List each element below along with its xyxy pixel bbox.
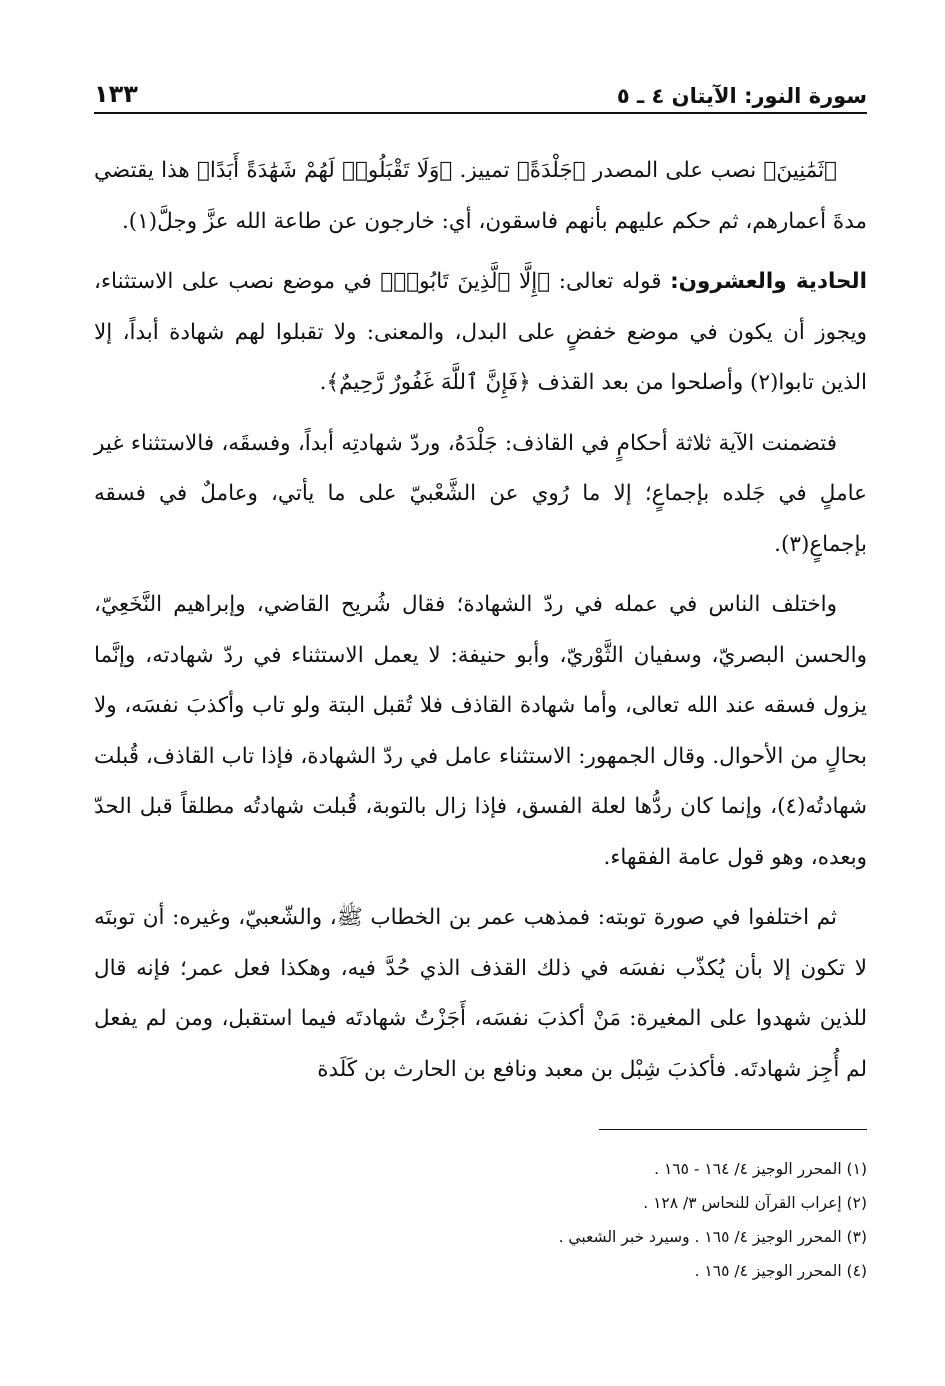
- page-number: ١٣٣: [94, 80, 138, 108]
- running-header: [94, 68, 867, 114]
- footnote: (١) المحرر الوجيز ٤/ ١٦٤ - ١٦٥ .: [654, 1160, 867, 1178]
- main-text: [94, 146, 867, 1105]
- paragraph-text: واختلف الناس في عمله في ردّ الشهادة؛ فقال شُريح القاضي، وإبراهيم النَّخَعِيّ، والحسن البصريّ، وسفيان الثَّوْريّ، وأبو حنيفة: لا يعمل الاستثناء في ردّ شهادته، وإنَّما يزول فسقه عند الله تعالى، وأما شهادة القاذف فلا تُقبل البتة ولو تاب وأكذبَ نفسَه، ولا بحالٍ من الأحوال. وقال الجمهور: الاستثناء عامل في ردّ الشهادة، فإذا تاب القاذف، قُبلت شهادتُه(٤)، وإنما كان ردُّها لعلة الفسق، فإذا زال بالتوبة، قُبلت شهادتُه مطلقاً قبل الحدّ وبعده، وهو قول عامة الفقهاء.: [94, 592, 867, 870]
- footnote: (٤) المحرر الوجيز ٤/ ١٦٥ .: [694, 1262, 867, 1280]
- paragraph: [94, 257, 867, 409]
- paragraph-text: فتضمنت الآية ثلاثة أحكامٍ في القاذف: جَلْدَهُ، وردّ شهادتِه أبداً، وفسقَه، فالاستثناء غير عاملٍ في جَلده بإجماعٍ؛ إلا ما رُوي عن الشَّعْبيّ على ما يأتي، وعاملٌ في فسقه بإجماعٍ(٣).: [94, 430, 867, 557]
- footnotes: [94, 1152, 867, 1288]
- paragraph-text: قوله تعالى: ﴿إِلَّا ٱلَّذِينَ تَابُوا۟﴾ في موضع نصب على الاستثناء، ويجوز أن يكون في موضع خفضٍ على البدل، والمعنى: ولا تقبلوا لهم شهادة أبداً، إلا الذين تابوا(٢) وأصلحوا من بعد القذف ﴿فَإِنَّ ٱللَّهَ غَفُورٌ رَّحِيمٌ﴾.: [94, 269, 867, 395]
- footnote: (٢) إعراب القرآن للنحاس ٣/ ١٢٨ .: [643, 1194, 867, 1212]
- footnote-divider: [599, 1129, 867, 1130]
- paragraph: [94, 419, 867, 571]
- paragraph-text: ثم اختلفوا في صورة توبته: فمذهب عمر بن الخطاب ﷺ، والشّعبيّ، وغيره: أن توبتَه لا تكون إلا بأن يُكذّب نفسَه في ذلك القذف الذي حُدَّ فيه، وهكذا فعل عمر؛ فإنه قال للذين شهدوا على المغيرة: مَنْ أكذبَ نفسَه، أَجَزْتُ شهادتَه فيما استقبل، ومن لم يفعل لم أُجِز شهادتَه. فأكذبَ شِبْل بن معبد ونافع بن الحارث بن كَلَدة: [94, 905, 867, 1082]
- paragraph: [94, 146, 867, 247]
- paragraph: [94, 580, 867, 883]
- header-title: سورة النور: الآيتان ٤ ـ ٥: [616, 84, 867, 108]
- footnote: (٣) المحرر الوجيز ٤/ ١٦٥ . وسيرد خبر الشعبي .: [558, 1228, 867, 1246]
- paragraph-text: ﴿ثَمَٰنِينَ﴾ نصب على المصدر ﴿جَلْدَةً﴾ تمييز. ﴿وَلَا تَقْبَلُوا۟ لَهُمْ شَهَٰدَةً أَبَدًا﴾ هذا يقتضي مدةَ أعمارهم، ثم حكم عليهم بأنهم فاسقون، أي: خارجون عن طاعة الله عزَّ وجلَّ(١).: [94, 158, 867, 234]
- paragraph: [94, 893, 867, 1095]
- paragraph-lead: الحادية والعشرون:: [670, 269, 867, 294]
